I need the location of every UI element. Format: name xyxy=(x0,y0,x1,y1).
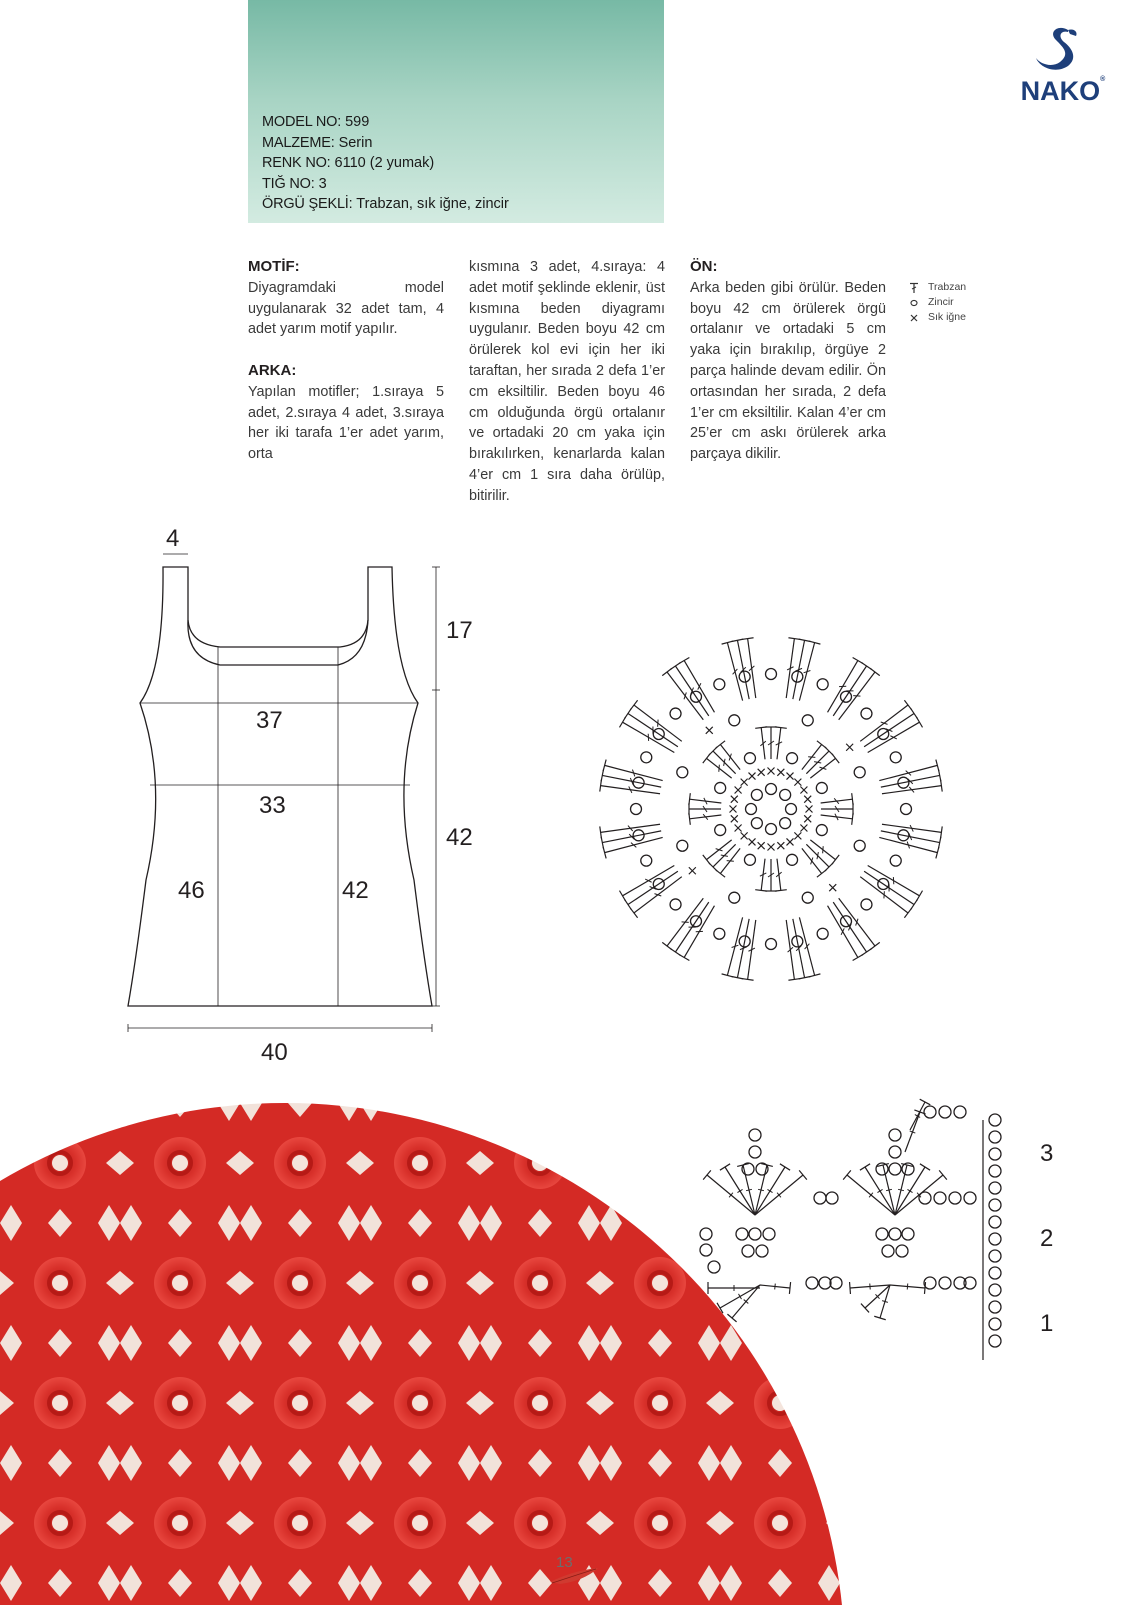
chain-stitch xyxy=(989,1335,1001,1347)
treble-top xyxy=(689,793,690,805)
info-color xyxy=(262,153,509,174)
strap-label: 4 xyxy=(166,525,179,552)
chain-stitch xyxy=(817,928,828,939)
treble-top xyxy=(727,1314,736,1322)
crochet-photo xyxy=(0,1103,580,1600)
treble-top xyxy=(904,908,911,918)
chain-stitch xyxy=(763,1228,775,1240)
round-motif-chart xyxy=(581,619,961,999)
single-crochet xyxy=(804,796,811,803)
treble-top xyxy=(703,1170,711,1179)
row-number-3: 3 xyxy=(1040,1140,1053,1168)
treble-top xyxy=(625,708,632,718)
treble-bar xyxy=(823,846,824,853)
treble-top xyxy=(679,657,689,663)
treble-top xyxy=(662,668,672,675)
treble-top xyxy=(600,826,602,838)
single-crochet xyxy=(804,815,811,822)
chain-stitch xyxy=(816,782,827,793)
instructions-column-3 xyxy=(690,257,886,465)
single-crochet xyxy=(735,787,742,794)
chain-stitch xyxy=(749,1228,761,1240)
nako-logo xyxy=(1018,24,1108,110)
treble-top xyxy=(789,1282,790,1294)
single-crochet xyxy=(777,769,784,776)
zincir-symbol-icon xyxy=(908,297,920,309)
chain-stitch xyxy=(989,1233,1001,1245)
treble-top xyxy=(832,754,839,763)
treble-top xyxy=(716,741,725,748)
legend-label: Zincir xyxy=(928,295,954,310)
single-crochet xyxy=(800,825,807,832)
single-crochet xyxy=(758,842,765,849)
treble-top xyxy=(843,1170,851,1179)
chain-stitch xyxy=(746,804,757,815)
treble-bar xyxy=(721,855,728,856)
row-number-1: 1 xyxy=(1040,1310,1053,1338)
treble-bar xyxy=(727,861,734,862)
garment-schematic xyxy=(120,540,460,1080)
treble-bar xyxy=(719,765,720,772)
chain-stitch xyxy=(889,1146,901,1158)
neckline-inner xyxy=(188,620,368,665)
chain-stitch xyxy=(700,1244,712,1256)
single-crochet xyxy=(794,832,801,839)
chain-stitch xyxy=(989,1165,1001,1177)
pattern-info-box xyxy=(248,0,664,223)
chain-stitch xyxy=(964,1192,976,1204)
page-number: 13 xyxy=(556,1554,573,1571)
sik-igne-symbol-icon xyxy=(908,312,920,324)
treble-bar xyxy=(716,849,723,851)
chain-stitch xyxy=(786,804,797,815)
treble-bar xyxy=(758,1189,764,1190)
chain-stitch xyxy=(751,789,762,800)
chain-stitch xyxy=(954,1106,966,1118)
single-crochet xyxy=(741,832,748,839)
inner-length-label: 42 xyxy=(342,877,369,904)
chain-stitch xyxy=(802,715,813,726)
stitch-legend xyxy=(908,280,966,325)
info-material xyxy=(262,133,509,154)
chain-stitch xyxy=(749,1129,761,1141)
chain-stitch xyxy=(861,899,872,910)
chain-stitch xyxy=(896,1245,908,1257)
chain-stitch xyxy=(989,1114,1001,1126)
armhole-label: 17 xyxy=(446,617,473,644)
single-crochet xyxy=(768,844,775,851)
chain-stitch xyxy=(882,1245,894,1257)
treble-top xyxy=(679,954,689,960)
chain-stitch xyxy=(989,1250,1001,1262)
treble-top xyxy=(670,949,680,956)
chain-stitch xyxy=(670,708,681,719)
treble-top xyxy=(853,657,863,663)
chain-stitch xyxy=(780,789,791,800)
chain-stitch xyxy=(876,1228,888,1240)
hem-width-label: 40 xyxy=(261,1039,288,1066)
chain-stitch xyxy=(854,767,865,778)
legend-label: Trabzan xyxy=(928,280,966,295)
treble-top xyxy=(870,942,880,949)
legend-item xyxy=(908,280,966,295)
treble-top xyxy=(799,1170,807,1179)
treble-bar xyxy=(654,894,661,896)
treble-top xyxy=(916,717,922,727)
info-value: Trabzan, sık iğne, zincir xyxy=(356,196,509,212)
info-model xyxy=(262,112,509,133)
chain-stitch xyxy=(989,1267,1001,1279)
chain-stitch xyxy=(939,1277,951,1289)
chain-stitch xyxy=(939,1106,951,1118)
info-key: ÖRGÜ ŞEKLİ: xyxy=(262,196,352,212)
treble-bar xyxy=(684,692,686,699)
motif-text: Diyagramdaki model uygulanarak 32 adet tam, 4 adet yarım motif yapılır. xyxy=(248,278,444,340)
chain-stitch xyxy=(742,1245,754,1257)
chain-stitch xyxy=(989,1318,1001,1330)
brand-name: NAKO® xyxy=(1018,76,1108,107)
treble-bar xyxy=(746,1189,752,1190)
treble-top xyxy=(600,780,602,792)
treble-top xyxy=(755,890,767,891)
info-value: 3 xyxy=(319,176,327,192)
chain-stitch xyxy=(989,1216,1001,1228)
info-value: Serin xyxy=(339,135,373,151)
single-crochet xyxy=(768,768,775,775)
treble-top xyxy=(619,717,625,727)
single-crochet xyxy=(735,825,742,832)
treble-top xyxy=(852,813,853,825)
instructions-column-2 xyxy=(469,257,665,507)
arka-text-part-1: Yapılan motifler; 1.sıraya 5 adet, 2.sıraya 4 adet, 3.sıraya her iki tarafa 1’er adet yarım, orta xyxy=(248,382,444,465)
chain-stitch xyxy=(890,855,901,866)
single-crochet xyxy=(749,838,756,845)
single-crochet xyxy=(749,773,756,780)
info-value: 599 xyxy=(345,114,369,130)
single-crochet xyxy=(829,884,836,891)
chain-stitch xyxy=(854,840,865,851)
treble-top xyxy=(780,1164,790,1170)
treble-top xyxy=(911,708,918,718)
single-crochet xyxy=(777,842,784,849)
chain-stitch xyxy=(989,1301,1001,1313)
chain-stitch xyxy=(989,1131,1001,1143)
treble-bar xyxy=(729,754,731,761)
chain-stitch xyxy=(677,840,688,851)
chain-stitch xyxy=(751,818,762,829)
chain-stitch xyxy=(861,708,872,719)
info-hook xyxy=(262,174,509,195)
treble-top xyxy=(920,1099,931,1105)
treble-top xyxy=(742,979,754,981)
chain-stitch xyxy=(766,784,777,795)
treble-bar xyxy=(898,1189,904,1190)
waist-width-label: 33 xyxy=(259,792,286,819)
treble-top xyxy=(862,949,872,956)
treble-top xyxy=(720,1164,730,1170)
chain-stitch xyxy=(817,679,828,690)
single-crochet xyxy=(731,815,738,822)
single-crochet xyxy=(794,779,801,786)
treble-top xyxy=(920,1164,930,1170)
body-length-label: 42 xyxy=(446,824,473,851)
treble-bar xyxy=(856,919,858,926)
chain-stitch xyxy=(989,1182,1001,1194)
single-crochet xyxy=(787,838,794,845)
chain-stitch xyxy=(766,939,777,950)
chain-stitch xyxy=(814,1192,826,1204)
single-crochet xyxy=(689,867,696,874)
treble-bar xyxy=(817,852,818,859)
treble-top xyxy=(817,870,826,877)
chain-stitch xyxy=(631,804,642,815)
treble-top xyxy=(904,700,911,710)
chain-stitch xyxy=(749,1146,761,1158)
treble-bar xyxy=(775,1284,776,1290)
chain-stitch xyxy=(714,928,725,939)
chain-stitch xyxy=(901,804,912,815)
info-key: MODEL NO: xyxy=(262,114,341,130)
chain-stitch xyxy=(729,715,740,726)
treble-top xyxy=(941,826,943,838)
chain-stitch xyxy=(736,1228,748,1240)
chain-stitch xyxy=(729,892,740,903)
legend-item xyxy=(908,310,966,325)
single-crochet xyxy=(706,727,713,734)
treble-top xyxy=(670,663,680,670)
chain-stitch xyxy=(744,854,755,865)
strip-stitch-chart xyxy=(700,1090,1070,1390)
chain-stitch xyxy=(889,1163,901,1175)
chain-stitch xyxy=(715,825,726,836)
arka-text-part-2: kısmına 3 adet, 4.sıraya: 4 adet motif şeklinde eklenir, üst kısmına beden diyagramı uygulanır. Beden boyu 42 cm örülerek kol evi için her iki taraftan, her sırada 2 defa 1’er cm eksiltilir. Beden boyu 46 cm olduğunda örgü ortalanır ve ortadaki 20 cm yaka için bırakılırken, kenarlarda kalan 4’er cm 1 sıra daha örülüp, bitirilir. xyxy=(469,257,665,507)
treble-top xyxy=(916,891,922,901)
treble-top xyxy=(630,908,637,918)
treble-bar xyxy=(811,857,813,864)
treble-bar xyxy=(886,1189,892,1190)
treble-top xyxy=(911,900,918,910)
chain-stitch xyxy=(889,1129,901,1141)
chain-stitch xyxy=(787,753,798,764)
chain-stitch xyxy=(708,1261,720,1273)
chain-stitch xyxy=(677,767,688,778)
info-value: 6110 (2 yumak) xyxy=(335,155,435,171)
chain-stitch xyxy=(715,782,726,793)
single-crochet xyxy=(800,787,807,794)
chain-stitch xyxy=(766,824,777,835)
chain-stitch xyxy=(766,669,777,680)
treble-bar xyxy=(814,762,821,763)
chain-stitch xyxy=(780,818,791,829)
side-length-label: 46 xyxy=(178,877,205,904)
single-crochet xyxy=(731,796,738,803)
info-stitch xyxy=(262,194,509,215)
chain-stitch xyxy=(989,1148,1001,1160)
treble-top xyxy=(775,727,787,728)
chain-stitch xyxy=(989,1199,1001,1211)
treble-top xyxy=(662,942,672,949)
chain-stitch xyxy=(830,1277,842,1289)
single-crochet xyxy=(730,806,737,813)
chain-stitch xyxy=(787,854,798,865)
treble-top xyxy=(850,1282,851,1294)
treble-top xyxy=(788,638,800,640)
chain-stitch xyxy=(949,1192,961,1204)
treble-bar xyxy=(907,1284,908,1290)
single-crochet xyxy=(741,779,748,786)
chain-stitch xyxy=(890,752,901,763)
pattern-info-list xyxy=(262,112,509,215)
feather-icon xyxy=(548,1566,600,1586)
chain-stitch xyxy=(816,825,827,836)
treble-top xyxy=(630,700,637,710)
treble-top xyxy=(742,638,754,640)
treble-top xyxy=(703,855,710,864)
instructions-column-1 xyxy=(248,257,444,465)
info-key: TIĞ NO: xyxy=(262,176,315,192)
single-crochet xyxy=(758,769,765,776)
chain-stitch xyxy=(924,1106,936,1118)
treble-top xyxy=(853,954,863,960)
chain-stitch xyxy=(826,1192,838,1204)
chain-stitch xyxy=(802,892,813,903)
treble-top xyxy=(788,979,800,981)
single-crochet xyxy=(846,744,853,751)
chain-stitch xyxy=(670,899,681,910)
chain-stitch xyxy=(700,1228,712,1240)
arka-heading: ARKA: xyxy=(248,361,444,382)
chain-stitch xyxy=(934,1192,946,1204)
legend-item xyxy=(908,295,966,310)
chain-stitch xyxy=(806,1277,818,1289)
motif-heading: MOTİF: xyxy=(248,257,444,278)
treble-top xyxy=(941,780,943,792)
chain-stitch xyxy=(641,752,652,763)
chain-stitch xyxy=(819,1277,831,1289)
trabzan-symbol-icon xyxy=(908,282,920,294)
row-number-2: 2 xyxy=(1040,1225,1053,1253)
treble-top xyxy=(862,663,872,670)
bust-width-label: 37 xyxy=(256,707,283,734)
treble-top xyxy=(619,891,625,901)
single-crochet xyxy=(806,806,813,813)
chain-stitch xyxy=(889,1228,901,1240)
on-text: Arka beden gibi örülür. Beden boyu 42 cm örülerek örgü ortalanır ve ortadaki 5 cm yaka için bırakılıp, örgüye 2 parça halinde devam edilir. Ön ortasından her sırada, 2 defa 1’er cm eksiltilir. Kalan 4’er cm 25’er cm askı örülerek arka parçaya dikilir. xyxy=(690,278,886,465)
treble-bar xyxy=(808,757,815,758)
chain-stitch xyxy=(989,1284,1001,1296)
treble-top xyxy=(860,1164,870,1170)
treble-top xyxy=(939,1170,947,1179)
chain-stitch xyxy=(714,679,725,690)
treble-bar xyxy=(819,767,826,769)
on-heading: ÖN: xyxy=(690,257,886,278)
single-crochet xyxy=(787,773,794,780)
info-key: RENK NO: xyxy=(262,155,331,171)
chain-stitch xyxy=(902,1228,914,1240)
legend-label: Sık iğne xyxy=(928,310,966,325)
treble-top xyxy=(870,668,880,675)
treble-top xyxy=(625,900,632,910)
chain-stitch xyxy=(641,855,652,866)
treble-bar xyxy=(881,722,888,724)
garment-outline xyxy=(128,567,432,1006)
chain-stitch xyxy=(744,753,755,764)
swan-icon xyxy=(1018,24,1108,76)
chain-stitch xyxy=(756,1245,768,1257)
treble-bar xyxy=(724,759,725,766)
info-key: MALZEME: xyxy=(262,135,335,151)
